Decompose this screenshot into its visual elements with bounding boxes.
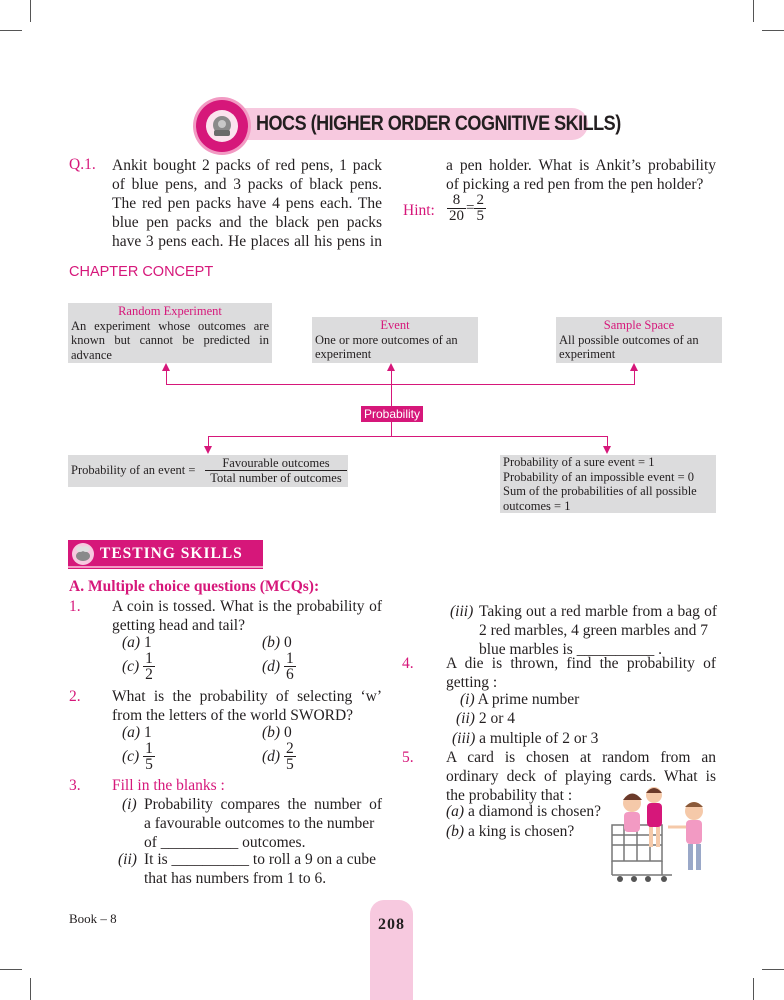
text-line: It is __________ to roll a 9 on a cube xyxy=(144,851,377,868)
text-line: getting : xyxy=(446,674,498,691)
chapter-concept-heading: CHAPTER CONCEPT xyxy=(69,264,214,280)
item-text: a multiple of 2 or 3 xyxy=(479,730,599,747)
q3-iii-text xyxy=(479,602,717,659)
q5-item xyxy=(446,802,601,821)
item-text: 2 or 4 xyxy=(478,710,515,727)
sample-space-box xyxy=(556,317,722,363)
text-line: getting head and tail? xyxy=(112,617,245,634)
q3-ii-label xyxy=(118,850,137,869)
hint-label: Hint: xyxy=(403,202,435,219)
formula-den: Total number of outcomes xyxy=(210,471,342,485)
text-line: blue pen packs and the black pen packs xyxy=(112,214,382,231)
frac-num: 1 xyxy=(145,650,153,667)
box-title: Sample Space xyxy=(603,318,675,332)
text-line: a favourable outcomes to the number xyxy=(144,815,375,832)
q3-ii-text xyxy=(144,850,382,888)
kids-shopping-cart-illustration xyxy=(602,785,714,885)
item-label: (i) xyxy=(460,691,475,708)
item-label: (ii) xyxy=(118,851,137,868)
q4-item xyxy=(460,690,579,709)
testing-skills-title: TESTING SKILLS xyxy=(100,545,243,562)
hocs-question-left xyxy=(112,156,382,251)
hint-eq: = xyxy=(466,200,475,216)
item-label: (ii) xyxy=(456,710,475,727)
formula-fraction xyxy=(205,456,347,485)
bee-icon xyxy=(70,541,96,567)
event-box xyxy=(312,317,478,363)
opt-label: (c) xyxy=(122,748,140,765)
opt-label: (a) xyxy=(122,724,141,741)
item-text: a diamond is chosen? xyxy=(467,803,601,820)
q3-iii-label xyxy=(450,602,473,621)
page-number: 208 xyxy=(378,916,405,933)
header-underline xyxy=(68,566,263,568)
text-line: A coin is tossed. What is the probability of xyxy=(112,598,382,615)
text-line: ordinary deck of playing cards. What is xyxy=(446,768,716,785)
rule-line: Probability of a sure event = 1 xyxy=(503,455,655,469)
arrow-up-icon xyxy=(387,363,395,371)
crop-mark xyxy=(762,30,784,31)
box-title: Random Experiment xyxy=(118,304,222,318)
hocs-title: HOCS (HIGHER ORDER COGNITIVE SKILLS) xyxy=(256,112,621,135)
hint-fraction xyxy=(447,193,486,224)
q4-item xyxy=(452,729,598,748)
text-line: that has numbers from 1 to 6. xyxy=(144,870,327,887)
frac-den: 6 xyxy=(285,666,294,683)
opt-label: (b) xyxy=(262,724,281,741)
item-text: A prime number xyxy=(477,691,580,708)
q4-item xyxy=(456,709,515,728)
formula-label: Probability of an event = xyxy=(71,463,196,477)
crop-mark xyxy=(0,30,22,31)
box-text: One or more outcomes of an experiment xyxy=(315,332,458,361)
opt-label: (a) xyxy=(122,634,141,651)
section-a-heading: A. Multiple choice questions (MCQs): xyxy=(69,578,320,595)
opt-label: (b) xyxy=(262,634,281,651)
hint-num2: 2 xyxy=(476,192,484,208)
item-label: (iii) xyxy=(452,730,476,747)
rule-line: outcomes = 1 xyxy=(503,498,571,513)
hocs-qnum: Q.1. xyxy=(69,156,96,173)
frac-num: 1 xyxy=(145,740,153,757)
box-title: Event xyxy=(380,318,410,332)
connector xyxy=(391,422,392,436)
arrow-up-icon xyxy=(630,363,638,371)
q1-option-d xyxy=(262,651,296,682)
opt-label: (c) xyxy=(122,658,140,675)
brain-gear-icon xyxy=(208,112,236,140)
arrow-down-icon xyxy=(603,446,611,454)
text-line: of __________ outcomes. xyxy=(144,834,306,851)
hint-den2: 5 xyxy=(476,208,484,224)
opt-value: 0 xyxy=(283,724,292,741)
text-line: Probability compares the number of xyxy=(144,796,382,813)
q5-item xyxy=(446,822,574,841)
frac-den: 2 xyxy=(145,666,153,683)
text-line: A die is thrown, find the probability of xyxy=(446,655,716,672)
rules-box xyxy=(500,455,716,513)
hint-den1: 20 xyxy=(449,208,464,224)
text-line: The red pen packs have 4 pens each. The xyxy=(112,195,382,212)
page-number-tab xyxy=(370,900,413,1000)
opt-label: (d) xyxy=(262,748,281,765)
formula-box xyxy=(68,455,348,487)
crop-mark xyxy=(30,978,31,1000)
box-text: All possible outcomes of an experiment xyxy=(559,332,699,361)
connector xyxy=(208,436,608,437)
q4-number: 4. xyxy=(402,655,414,672)
q2-number: 2. xyxy=(69,688,81,705)
q5-number: 5. xyxy=(402,749,414,766)
formula-num: Favourable outcomes xyxy=(205,456,347,471)
text-line: of picking a red pen from the pen holder? xyxy=(446,176,704,193)
item-text: a king is chosen? xyxy=(467,823,575,840)
text-line: a pen holder. What is Ankit’s probability xyxy=(446,157,716,174)
crop-mark xyxy=(762,969,784,970)
q1-text xyxy=(112,597,382,635)
q2-option-c xyxy=(122,741,155,772)
crop-mark xyxy=(0,969,22,970)
hint-num1: 8 xyxy=(447,193,466,209)
text-line: 2 red marbles, 4 green marbles and 7 xyxy=(479,622,708,639)
text-line: of blue pens, and 3 packs of black pens. xyxy=(112,176,382,193)
item-label: (i) xyxy=(122,796,137,813)
q3-i-text xyxy=(144,795,382,852)
q1-number: 1. xyxy=(69,598,81,615)
crop-mark xyxy=(753,0,754,22)
opt-value: 0 xyxy=(283,634,292,651)
text-line: the probability that : xyxy=(446,787,573,804)
q1-option-c xyxy=(122,651,155,682)
rule-line: Probability of an impossible event = 0 xyxy=(503,469,695,484)
connector xyxy=(634,370,635,384)
arrow-up-icon xyxy=(162,363,170,371)
q2-text xyxy=(112,687,382,725)
opt-label: (d) xyxy=(262,658,281,675)
q3-number: 3. xyxy=(69,777,81,794)
probability-center-box: Probability xyxy=(361,406,423,422)
frac-num: 2 xyxy=(285,740,294,757)
arrow-down-icon xyxy=(204,446,212,454)
q4-text xyxy=(446,654,716,692)
connector xyxy=(166,370,167,384)
text-line: from the letters of the world SWORD? xyxy=(112,707,354,724)
text-line: have 3 pens each. He places all his pens in xyxy=(112,233,382,250)
box-text: An experiment whose outcomes are known but cannot be predicted in advance xyxy=(71,318,269,362)
hocs-question-right xyxy=(446,156,716,194)
frac-num: 1 xyxy=(285,650,294,667)
text-line: Taking out a red marble from a bag of xyxy=(479,603,717,620)
book-label: Book – 8 xyxy=(69,911,117,926)
item-label: (iii) xyxy=(450,603,474,620)
crop-mark xyxy=(753,978,754,1000)
q3-i-label xyxy=(122,795,137,814)
rule-line: Sum of the probabilities of all possible xyxy=(503,484,697,498)
frac-den: 5 xyxy=(285,756,294,773)
crop-mark xyxy=(30,0,31,22)
connector xyxy=(166,384,635,385)
text-line: Ankit bought 2 packs of red pens, 1 pack xyxy=(112,157,382,174)
item-label: (b) xyxy=(446,823,465,840)
random-experiment-box xyxy=(68,303,272,363)
text-line: What is the probability of selecting ‘w’ xyxy=(112,688,382,705)
text-line: blue marbles is __________ . xyxy=(479,641,662,658)
frac-den: 5 xyxy=(145,756,153,773)
q3-heading: Fill in the blanks : xyxy=(112,777,225,794)
opt-value: 1 xyxy=(143,724,152,741)
item-label: (a) xyxy=(446,803,465,820)
connector xyxy=(391,370,392,407)
text-line: A card is chosen at random from an xyxy=(446,749,716,766)
q2-option-d xyxy=(262,741,296,772)
opt-value: 1 xyxy=(143,634,152,651)
